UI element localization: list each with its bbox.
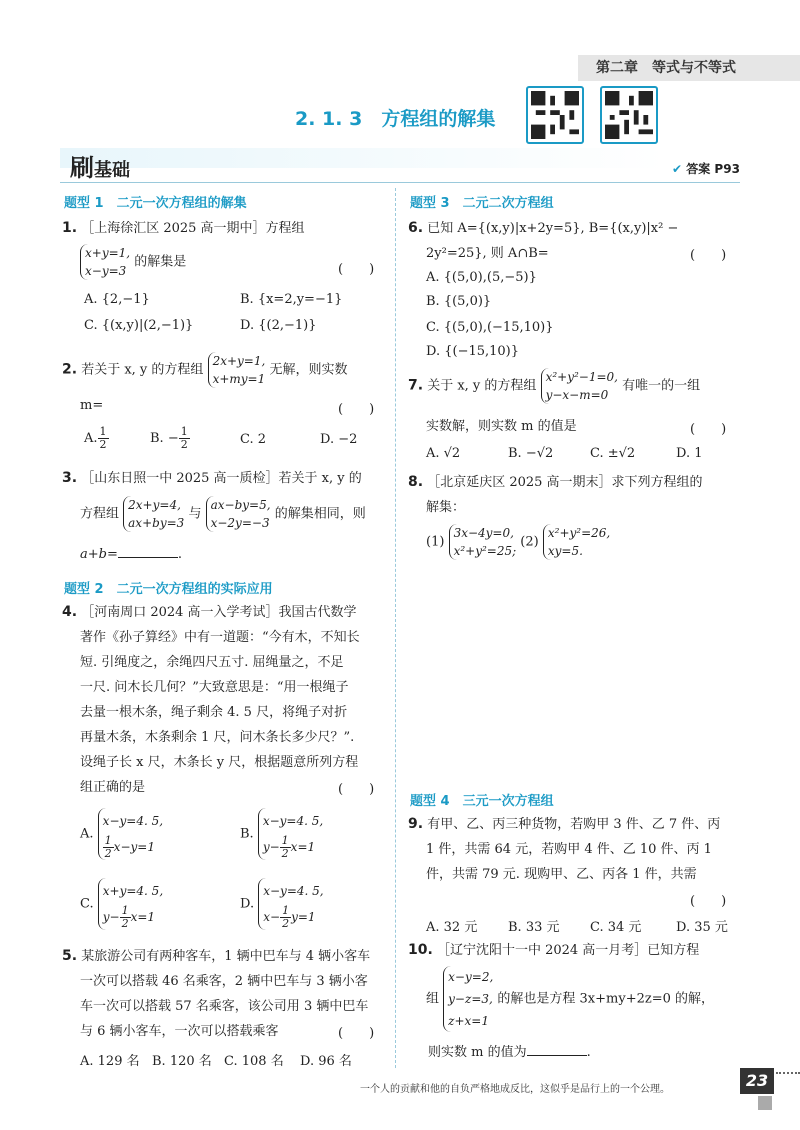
option-d[interactable]: D. 35 元 (676, 920, 728, 935)
q10-answer-line: 则实数 m 的值为 . (428, 1045, 591, 1060)
q-number: 4. (62, 604, 78, 620)
option-d[interactable]: D. {(2,−1)} (240, 318, 317, 333)
equation-system: x+y=1, x−y=3 (80, 244, 130, 280)
decor-dots (776, 1072, 800, 1074)
brand-big: 刷 (70, 154, 94, 182)
option-c[interactable]: C. ±√2 (590, 446, 636, 461)
equation-system: 2x+y=4, ax+by=3 (123, 496, 184, 532)
question-3 (62, 466, 392, 491)
q2-stem: 若关于 x, y 的方程组 (81, 362, 204, 378)
answer-reference (672, 160, 740, 177)
question-2 (62, 352, 347, 388)
chapter-header: 第二章 等式与不等式 (578, 55, 800, 81)
equation-system: ax−by=5, x−2y=−3 (206, 496, 271, 532)
option-b[interactable]: B. − $\frac{1}{2}$ (150, 425, 188, 451)
brand-label (70, 148, 130, 183)
q-number: 1. (62, 220, 78, 236)
option-b[interactable]: B. x−y=4. 5, y− $\frac{1}{2}$ x=1 (240, 808, 323, 860)
question-8: 8. ［北京延庆区 2025 高一期末］求下列方程组的 解集： (408, 474, 703, 515)
q1-system (80, 244, 186, 280)
option-b[interactable]: B. 33 元 (508, 920, 560, 935)
column-divider (395, 188, 397, 1068)
question-9: 9. 有甲、乙、丙三种货物，若购甲 3 件、乙 7 件、丙 1 件，共需 64 元，若购甲 4 件、乙 10 件、丙 1 件，共需 79 元. 现购甲、乙、丙各 1 件，共需 (408, 816, 721, 882)
option-b[interactable]: B. {(5,0)} (426, 294, 492, 309)
decor-square (758, 1096, 772, 1110)
answer-paren: ( ) (338, 402, 375, 417)
q-number: 7. (408, 377, 424, 394)
answer-blank[interactable] (118, 557, 178, 558)
section-title: 2. 1. 3 方程组的解集 (295, 108, 496, 130)
question-7: 7. 关于 x, y 的方程组 x²+y²−1=0, y−x−m=0 有唯一的一组 (408, 370, 701, 402)
option-c[interactable]: C. 2 (240, 432, 267, 447)
qr-code-icon (526, 86, 584, 144)
option-a[interactable]: A. √2 (426, 446, 461, 461)
brand-small: 基础 (94, 160, 130, 181)
option-a[interactable]: A. $\frac{1}{2}$ (84, 425, 107, 451)
option-c[interactable]: C. 34 元 (590, 920, 642, 935)
option-c[interactable]: C. x+y=4. 5, y− $\frac{1}{2}$ x=1 (80, 878, 163, 930)
q-number: 2. (62, 361, 78, 378)
equation-system: x²+y²=26, xy=5. (543, 524, 610, 560)
q1-tail: 的解集是 (134, 254, 187, 270)
answer-paren: ( ) (338, 1026, 375, 1041)
q-number: 3. (62, 470, 78, 486)
page-number: 23 (740, 1068, 774, 1094)
q-number: 9. (408, 816, 424, 832)
q-number: 10. (408, 942, 433, 958)
question-10: 10. ［辽宁沈阳十一中 2024 高一月考］已知方程 (408, 942, 700, 958)
section-type-1: 题型 1 二元一次方程组的解集 (64, 196, 247, 211)
answer-paren: ( ) (690, 422, 727, 437)
q8-systems: (1) 3x−4y=0, x²+y²=25; (2) x²+y²=26, xy=5. (426, 526, 611, 558)
q-number: 5. (62, 948, 78, 964)
answer-paren: ( ) (338, 262, 375, 277)
option-b[interactable]: B. {x=2,y=−1} (240, 292, 343, 307)
section-type-2: 题型 2 二元一次方程组的实际应用 (64, 582, 273, 597)
q3-answer-line: a+b= . (80, 547, 182, 562)
option-d[interactable]: D. 1 (676, 446, 703, 461)
option-a[interactable]: A. {(5,0),(5,−5)} (426, 270, 537, 285)
option-b[interactable]: B. 120 名 (152, 1054, 212, 1069)
option-d[interactable]: D. x−y=4. 5, x− $\frac{1}{2}$ y=1 (240, 878, 324, 930)
option-a[interactable]: A. {2,−1} (84, 292, 150, 307)
qr-code-icon (600, 86, 658, 144)
answer-blank[interactable] (527, 1055, 587, 1056)
question-6: 6. 已知 A={(x,y)|x+2y=5}, B={(x,y)|x² − 2y²=25}, 则 A∩B= (408, 220, 679, 261)
check-icon: ✔ (672, 162, 683, 176)
option-a[interactable]: A. 129 名 (80, 1054, 140, 1069)
answer-paren: ( ) (690, 894, 727, 909)
equation-system: x²+y²−1=0, y−x−m=0 (541, 368, 618, 404)
question-4: 4. ［河南周口 2024 高一入学考试］我国古代数学 著作《孙子算经》中有一道题：“今有木，不知长 短. 引绳度之，余绳四尺五寸. 屈绳量之，不足 一尺. 问木长几何？”大致意思是：“用一根绳子 去量一根木条，绳子剩余 4. 5 尺，将绳子对折 再量木条，木条剩余 1 尺，问木条长多少尺？”. 设绳子长 x 尺，木条长 y 尺，根据题意所列方程 组正确的是 (62, 604, 360, 795)
q1-stem: ［上海徐汇区 2025 高一期中］方程组 (81, 221, 305, 236)
option-d[interactable]: D. −2 (320, 432, 358, 447)
qr-mistakes[interactable] (600, 86, 658, 144)
option-c[interactable]: C. {(5,0),(−15,10)} (426, 320, 554, 335)
footer-quote: 一个人的贡献和他的自负严格地成反比，这似乎是品行上的一个公理。 (360, 1084, 670, 1095)
equation-system: 3x−4y=0, x²+y²=25; (449, 524, 517, 560)
divider-top (60, 182, 740, 183)
brand-bar (60, 148, 666, 168)
option-c[interactable]: C. 108 名 (224, 1054, 284, 1069)
option-c[interactable]: C. {(x,y)|(2,−1)} (84, 318, 194, 333)
answer-ref-text: 答案 P93 (686, 162, 740, 176)
equation-system: 2x+y=1, x+my=1 (208, 352, 266, 388)
option-a[interactable]: A. 32 元 (426, 920, 478, 935)
option-b[interactable]: B. −√2 (508, 446, 554, 461)
question-5: 5. 某旅游公司有两种客车，1 辆中巴车与 4 辆小客车 一次可以搭载 46 名乘客，2 辆中巴车与 3 辆小客 车一次可以搭载 57 名乘客，该公司用 3 辆中巴车 与 6 辆小客车，一次可以搭载乘客 (62, 948, 371, 1039)
q3-stem: ［山东日照一中 2025 高一质检］若关于 x, y 的 (81, 471, 362, 486)
q3-systems: 方程组 2x+y=4, ax+by=3 与 ax−by=5, x−2y=−3 的解集相同，则 (80, 498, 366, 530)
q7-line2: 实数解，则实数 m 的值是 (426, 419, 577, 434)
equation-system: x−y=2, y−z=3, z+x=1 (443, 966, 493, 1032)
question-1 (62, 216, 392, 241)
section-type-4: 题型 4 三元一次方程组 (410, 794, 554, 809)
option-d[interactable]: D. {(−15,10)} (426, 344, 520, 359)
q10-system: 组 x−y=2, y−z=3, z+x=1 的解也是方程 3x+my+2z=0 的解， (426, 966, 714, 1032)
qr-video[interactable] (526, 86, 584, 144)
answer-paren: ( ) (690, 248, 727, 263)
q-number: 8. (408, 474, 424, 490)
q-number: 6. (408, 220, 424, 236)
q2-tail: 无解，则实数 (269, 362, 348, 378)
answer-paren: ( ) (338, 782, 375, 797)
option-d[interactable]: D. 96 名 (300, 1054, 352, 1069)
option-a[interactable]: A. x−y=4. 5, $\frac{1}{2}$ x−y=1 (80, 808, 163, 860)
q2-m: m= (80, 398, 104, 413)
section-type-3: 题型 3 二元二次方程组 (410, 196, 554, 211)
